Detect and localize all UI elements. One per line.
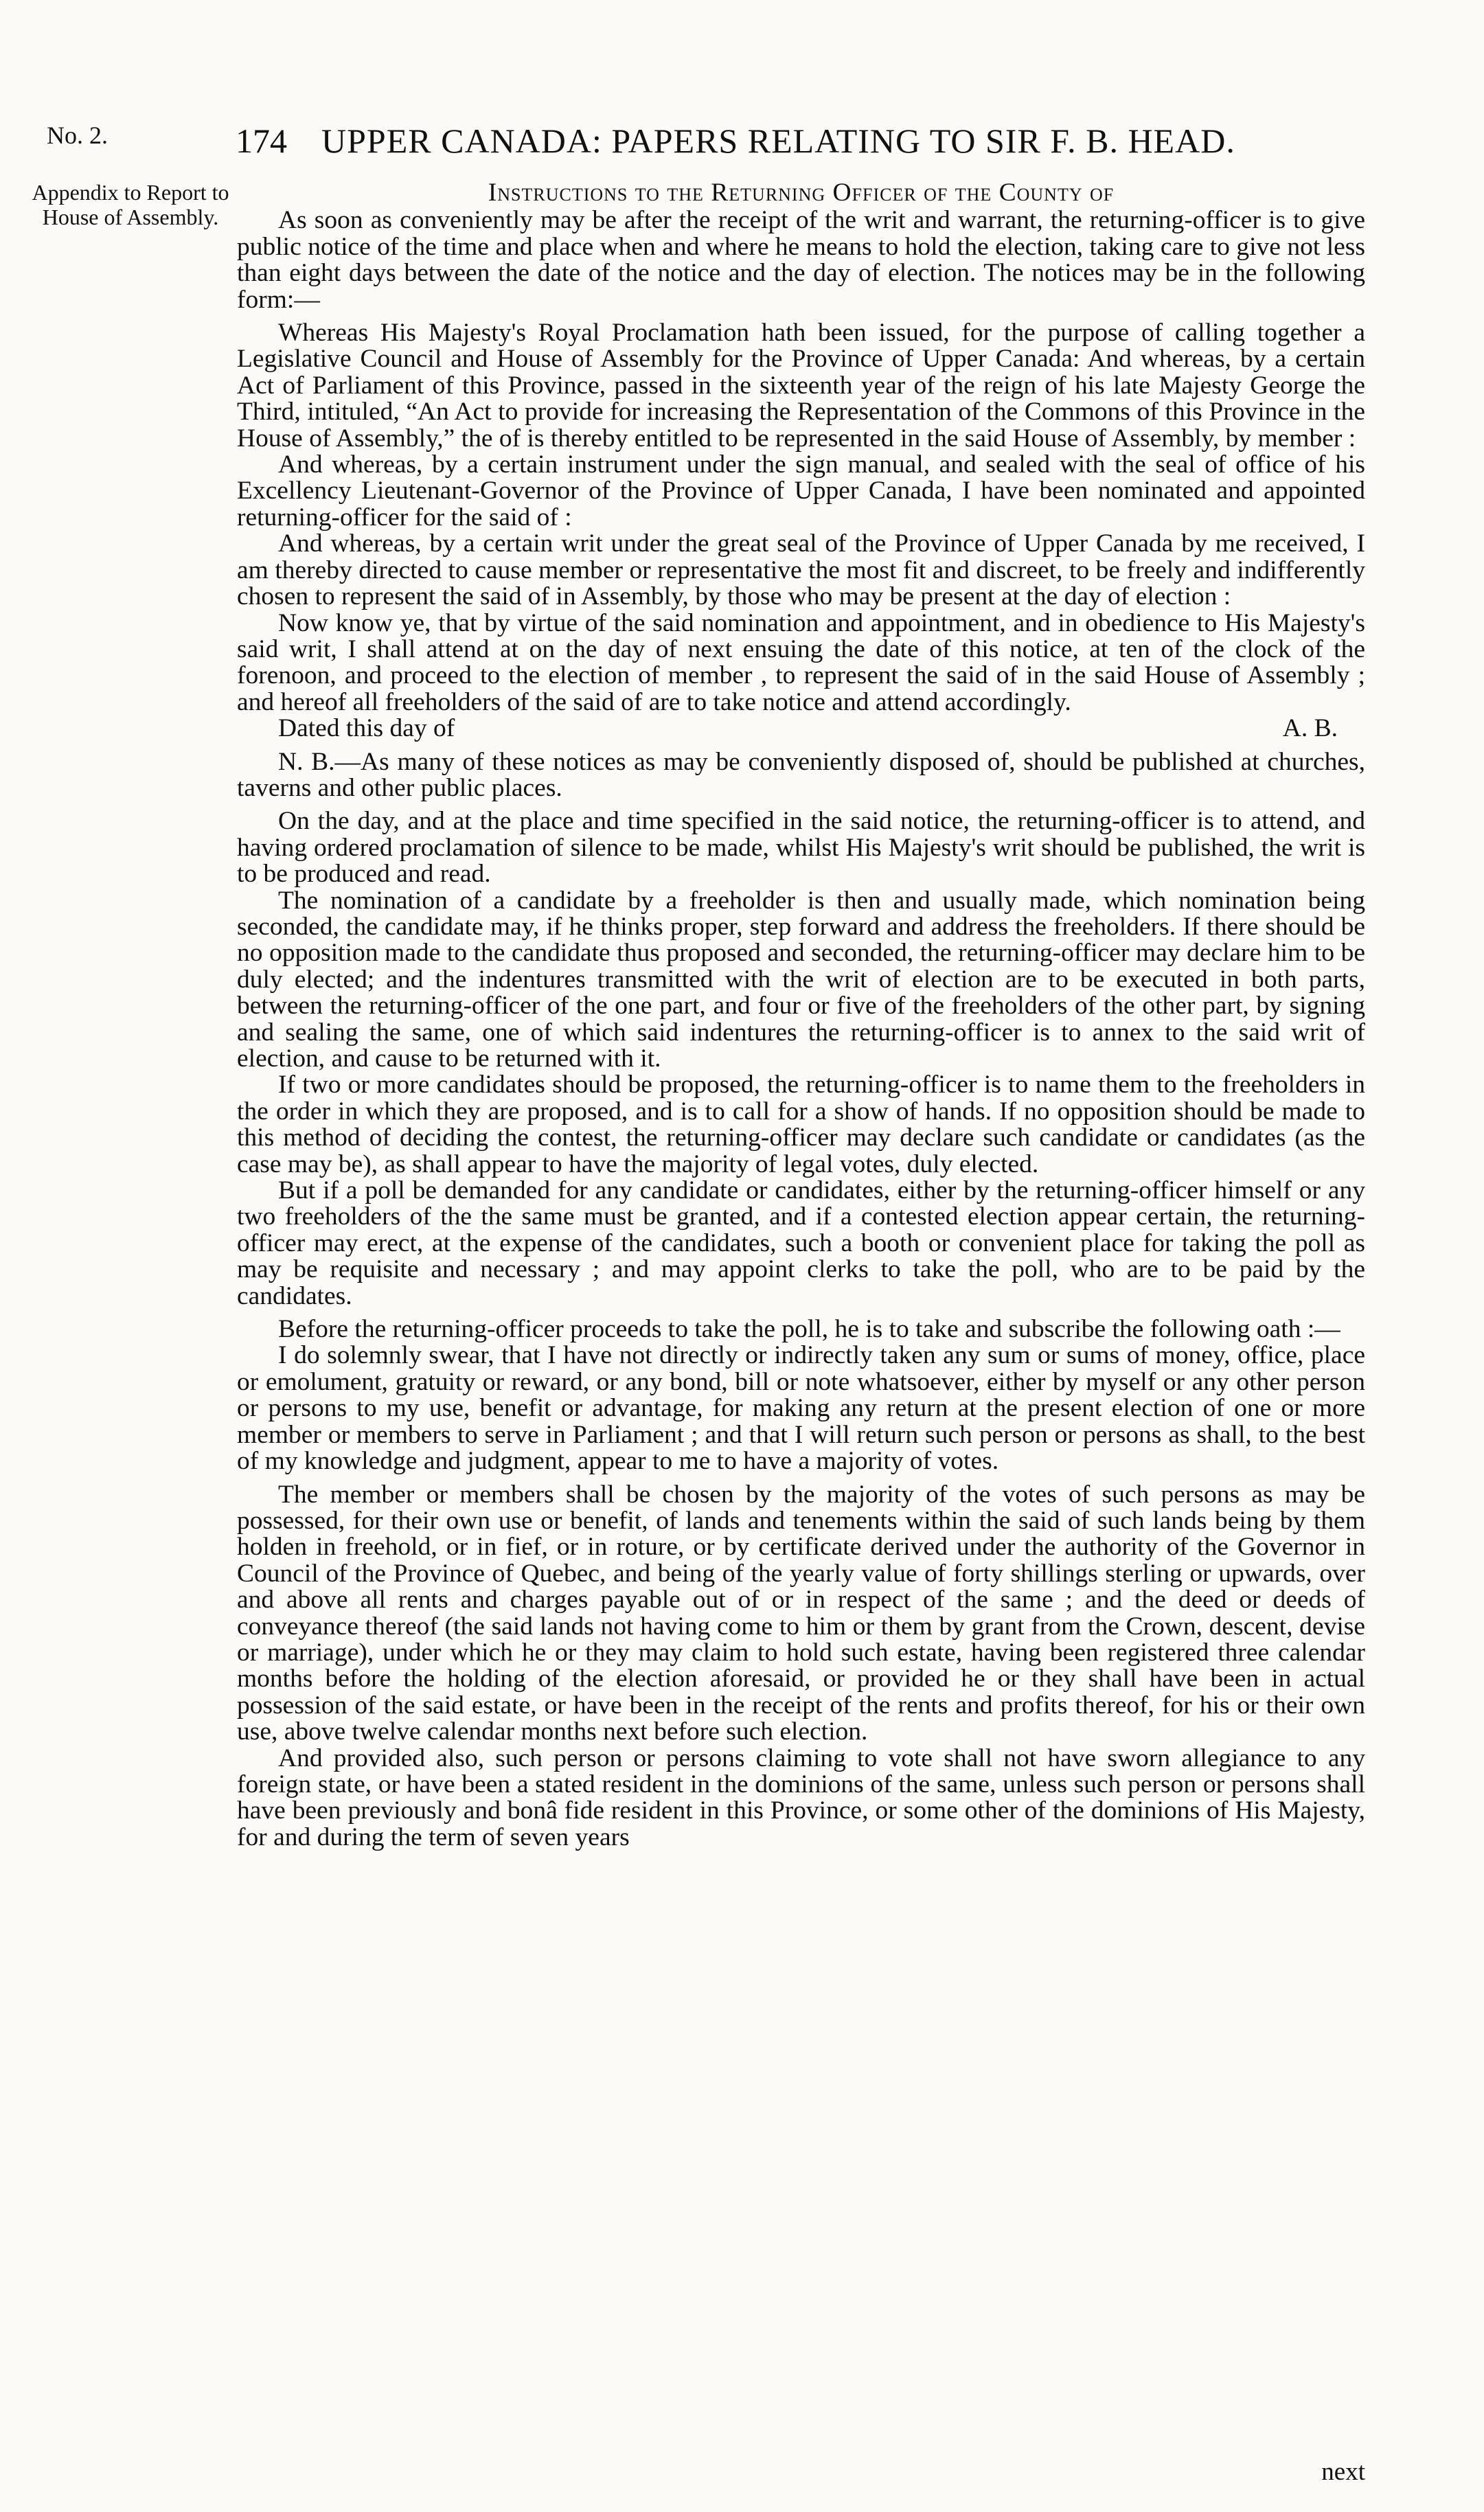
- paragraph: And whereas, by a certain writ under the great seal of the Province of Upper Canada by me received, I am thereby directed to cause member or representative the most fit and discreet, to be freely and indifferently chosen to represent the said of in Assembly, by those who may be present at the day of election :: [237, 529, 1365, 611]
- dated-line: Dated this day of A. B.: [278, 714, 1338, 743]
- page-number: 174: [236, 122, 287, 160]
- paragraph: And provided also, such person or persons claiming to vote shall not have sworn allegiance to any foreign state, or have been a stated resident in the dominions of the same, unless such person or persons shall have been previously and bonâ fide resident in this Province, or some other of the dominions of His Majesty, for and during the term of seven years: [237, 1744, 1365, 1851]
- paragraph: But if a poll be demanded for any candidate or candidates, either by the returning-officer himself or any two freeholders of the the same must be granted, and if a contested election appear certain, the returning-officer may erect, at the expense of the candidates, such a booth or convenient place for taking the poll as may be requisite and necessary ; and may appoint clerks to take the poll, who are to be paid by the candidates.: [237, 1176, 1365, 1310]
- paragraph: Now know ye, that by virtue of the said nomination and appointment, and in obedience to His Majesty's said writ, I shall attend at on the day of next ensuing the date of this notice, at ten of the clock of the forenoon, and proceed to the election of member , to represent the said of in the said House of Assembly ; and hereof all freeholders of the said of are to take notice and attend accordingly.: [237, 608, 1365, 716]
- paragraph: As soon as conveniently may be after the receipt of the writ and warrant, the returning-officer is to give public notice of the time and place when and where he means to hold the election, taking care to give not less than eight days between the date of the notice and the day of election. The notices may be in the following form:—: [237, 206, 1365, 314]
- catchword: next: [1321, 2458, 1365, 2486]
- paragraph: The member or members shall be chosen by the majority of the votes of such persons as may be possessed, for their own use or benefit, of lands and tenements within the said of such lands being by them holden in freehold, or in fief, or in roture, or by certificate derived under the authority of the Governor in Council of the Province of Quebec, and being of the yearly value of forty shillings sterling or upwards, over and above all rents and charges payable out of or in respect of the same ; and the deed or deeds of conveyance thereof (the said lands not having come to him or them by grant from the Crown, descent, devise or marriage), under which he or they may claim to hold such estate, having been registered three calendar months before the holding of the election aforesaid, or provided he or they shall have been in actual possession of the said estate, or have been in the receipt of the rents and profits thereof, for his or their own use, above twelve calendar months next before such election.: [237, 1480, 1365, 1746]
- document-number: No. 2.: [47, 122, 108, 149]
- paragraph: Whereas His Majesty's Royal Proclamation hath been issued, for the purpose of calling together a Legislative Council and House of Assembly for the Province of Upper Canada: And whereas, by a certain Act of Parliament of this Province, passed in the sixteenth year of the reign of his late Majesty George the Third, intituled, “An Act to provide for increasing the Representation of the Commons of this Province in the House of Assembly,” the of is thereby entitled to be represented in the said House of Assembly, by member :: [237, 319, 1365, 453]
- page-header: [47, 121, 1386, 162]
- paragraph: The nomination of a candidate by a freeholder is then and usually made, which nomination being seconded, the candidate may, if he thinks proper, step forward and address the freeholders. If there should be no opposition made to the candidate thus proposed and seconded, the returning-officer may declare him to be duly elected; and the indentures transmitted with the writ of election are to be executed in both parts, between the returning-officer of the one part, and four or five of the freeholders of the other part, by signing and sealing the same, one of which said indentures the returning-officer is to annex to the said writ of election, and cause to be returned with it.: [237, 886, 1365, 1073]
- running-title: UPPER CANADA: PAPERS RELATING TO SIR F. B. HEAD.: [321, 122, 1235, 160]
- signature: A. B.: [1282, 714, 1338, 743]
- paragraph: If two or more candidates should be proposed, the returning-officer is to name them to the freeholders in the order in which they are proposed, and is to call for a show of hands. If no opposition should be made to this method of deciding the contest, the returning-officer may declare such candidate or candidates (as the case may be), as shall appear to have the majority of legal votes, duly elected.: [237, 1071, 1365, 1178]
- margin-note: Appendix to Report to House of Assembly.: [32, 180, 229, 229]
- paragraph: On the day, and at the place and time specified in the said notice, the returning-officer is to attend, and having ordered proclamation of silence to be made, whilst His Majesty's writ should be published, the writ is to be produced and read.: [237, 807, 1365, 889]
- paragraph: Before the returning-officer proceeds to take the poll, he is to take and subscribe the following oath :—: [278, 1315, 1340, 1344]
- instructions-title: Instructions to the Returning Officer of the County of: [488, 179, 1115, 207]
- document-body: [237, 180, 1365, 1851]
- oath-paragraph: I do solemnly swear, that I have not directly or indirectly taken any sum or sums of money, office, place or emolument, gratuity or reward, or any bond, bill or note whatsoever, either by myself or any other person or persons to my use, benefit or advantage, for making any return at the present election of one or more member or members to serve in Parliament ; and that I will return such person or persons as shall, to the best of my knowledge and judgment, appear to me to have a majority of votes.: [237, 1341, 1365, 1476]
- paragraph: And whereas, by a certain instrument under the sign manual, and sealed with the seal of office of his Excellency Lieutenant-Governor of the Province of Upper Canada, I have been nominated and appointed returning-officer for the said of :: [237, 450, 1365, 532]
- paragraph: N. B.—As many of these notices as may be conveniently disposed of, should be published at churches, taverns and other public places.: [237, 747, 1365, 802]
